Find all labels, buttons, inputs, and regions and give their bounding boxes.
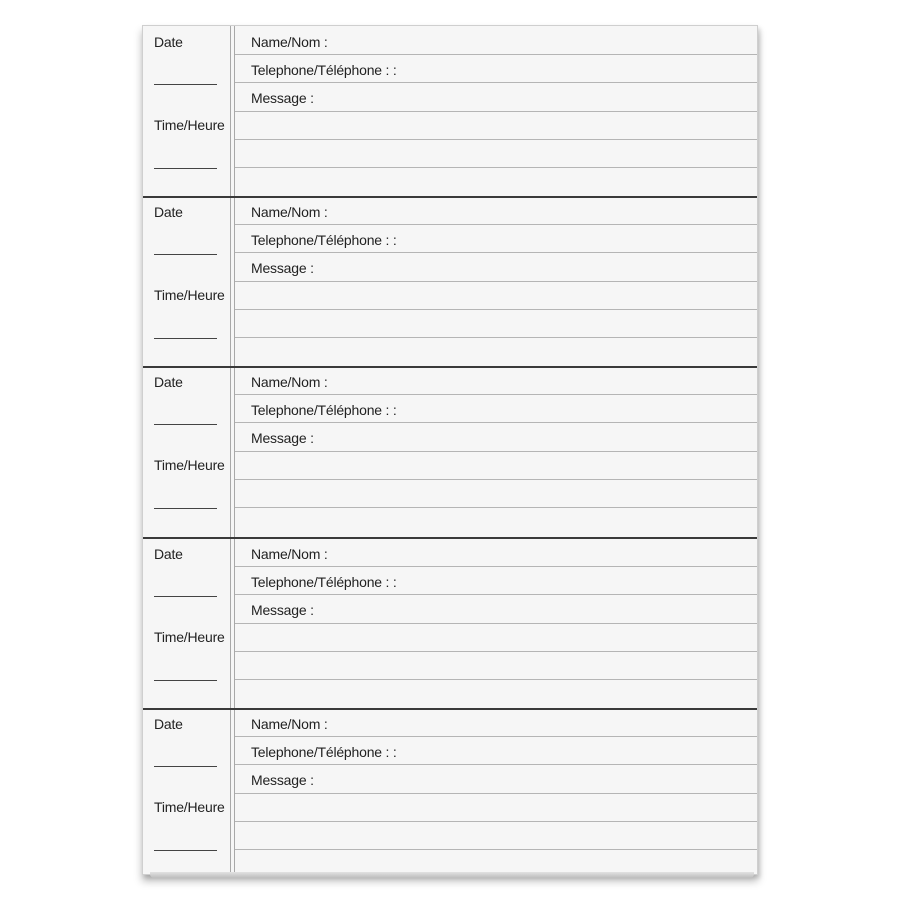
margin-rule xyxy=(230,710,231,876)
message-entry xyxy=(143,26,757,196)
margin-rule xyxy=(230,198,231,368)
message-entry xyxy=(143,366,757,538)
message-line[interactable] xyxy=(235,793,757,794)
date-time-column xyxy=(143,26,229,196)
message-line[interactable] xyxy=(235,281,757,282)
message-pad xyxy=(142,25,758,875)
date-blank-line[interactable] xyxy=(154,254,217,255)
date-label: Date xyxy=(154,546,183,562)
message-label: Message : xyxy=(251,90,314,106)
name-label: Name/Nom : xyxy=(251,34,328,50)
message-label: Message : xyxy=(251,602,314,618)
margin-rule xyxy=(230,26,231,196)
date-label: Date xyxy=(154,204,183,220)
time-blank-line[interactable] xyxy=(154,850,217,851)
date-time-column xyxy=(143,368,229,538)
telephone-line[interactable] xyxy=(235,82,757,83)
telephone-label: Telephone/Téléphone : : xyxy=(251,574,397,590)
telephone-line[interactable] xyxy=(235,422,757,423)
message-line[interactable] xyxy=(235,337,757,338)
message-label: Message : xyxy=(251,430,314,446)
message-line[interactable] xyxy=(235,679,757,680)
date-label: Date xyxy=(154,716,183,732)
name-line[interactable] xyxy=(235,54,757,55)
name-line[interactable] xyxy=(235,566,757,567)
margin-rule xyxy=(234,539,235,709)
message-line[interactable] xyxy=(235,451,757,452)
date-time-column xyxy=(143,710,229,876)
message-line[interactable] xyxy=(235,309,757,310)
name-label: Name/Nom : xyxy=(251,546,328,562)
date-blank-line[interactable] xyxy=(154,596,217,597)
time-blank-line[interactable] xyxy=(154,508,217,509)
message-entry xyxy=(143,196,757,368)
date-blank-line[interactable] xyxy=(154,766,217,767)
message-line[interactable] xyxy=(235,849,757,850)
name-label: Name/Nom : xyxy=(251,204,328,220)
message-line[interactable] xyxy=(235,651,757,652)
telephone-label: Telephone/Téléphone : : xyxy=(251,744,397,760)
time-label: Time/Heure xyxy=(154,117,225,133)
time-blank-line[interactable] xyxy=(154,338,217,339)
date-label: Date xyxy=(154,374,183,390)
message-label: Message : xyxy=(251,260,314,276)
date-time-column xyxy=(143,198,229,368)
time-label: Time/Heure xyxy=(154,457,225,473)
name-line[interactable] xyxy=(235,736,757,737)
message-line[interactable] xyxy=(235,821,757,822)
message-entry xyxy=(143,537,757,709)
telephone-label: Telephone/Téléphone : : xyxy=(251,62,397,78)
message-line[interactable] xyxy=(235,507,757,508)
pad-stack-edge xyxy=(150,872,754,878)
message-line[interactable] xyxy=(235,623,757,624)
date-label: Date xyxy=(154,34,183,50)
message-line[interactable] xyxy=(235,139,757,140)
time-blank-line[interactable] xyxy=(154,168,217,169)
message-line[interactable] xyxy=(235,111,757,112)
name-line[interactable] xyxy=(235,394,757,395)
name-label: Name/Nom : xyxy=(251,716,328,732)
time-label: Time/Heure xyxy=(154,287,225,303)
name-label: Name/Nom : xyxy=(251,374,328,390)
telephone-label: Telephone/Téléphone : : xyxy=(251,402,397,418)
margin-rule xyxy=(230,368,231,538)
margin-rule xyxy=(230,539,231,709)
message-line[interactable] xyxy=(235,167,757,168)
telephone-line[interactable] xyxy=(235,252,757,253)
time-label: Time/Heure xyxy=(154,629,225,645)
date-time-column xyxy=(143,539,229,709)
time-label: Time/Heure xyxy=(154,799,225,815)
telephone-line[interactable] xyxy=(235,594,757,595)
message-label: Message : xyxy=(251,772,314,788)
message-entry xyxy=(143,708,757,876)
telephone-label: Telephone/Téléphone : : xyxy=(251,232,397,248)
date-blank-line[interactable] xyxy=(154,84,217,85)
date-blank-line[interactable] xyxy=(154,424,217,425)
time-blank-line[interactable] xyxy=(154,680,217,681)
name-line[interactable] xyxy=(235,224,757,225)
telephone-line[interactable] xyxy=(235,764,757,765)
message-line[interactable] xyxy=(235,479,757,480)
